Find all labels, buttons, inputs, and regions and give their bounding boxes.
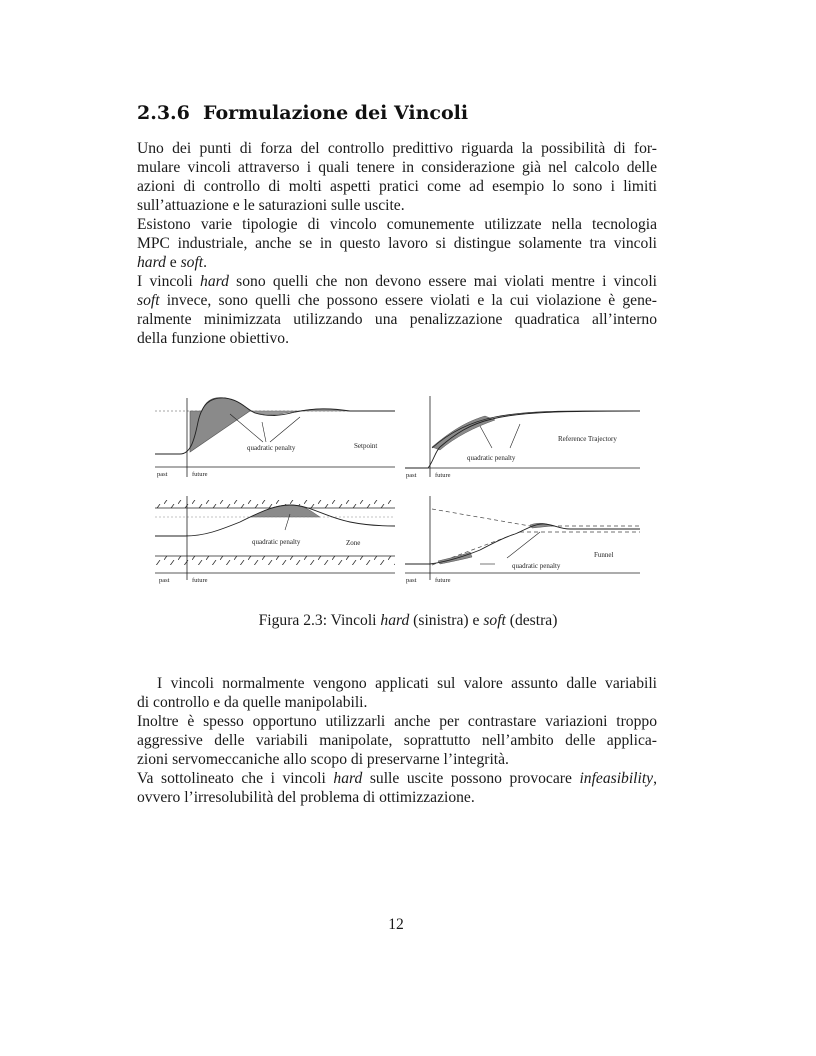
- italic-term: hard: [333, 770, 363, 787]
- text-line: [137, 253, 657, 272]
- paragraph-intro: [137, 139, 657, 348]
- penalty-label: quadratic penalty: [467, 454, 516, 462]
- text-line: azioni di controllo di molti aspetti pratici come ad esempio lo sono i limiti: [137, 178, 657, 195]
- future-label: future: [435, 577, 451, 584]
- arrow: [507, 532, 540, 558]
- text-line: [137, 769, 657, 788]
- text-line: di controllo e da quelle manipolabili.: [137, 694, 368, 711]
- figure-caption: [0, 612, 816, 630]
- italic-term: hard: [380, 612, 410, 629]
- page-number: 12: [388, 916, 404, 933]
- panel-reference-trajectory: [405, 396, 640, 479]
- panel-setpoint: [155, 398, 395, 478]
- text-fragment: invece, sono quelli che possono essere violati e la cui violazione è gene-: [159, 292, 657, 309]
- italic-term: soft: [483, 612, 506, 629]
- caption-text: (sinistra) e: [409, 612, 484, 629]
- panel-title: Reference Trajectory: [558, 435, 617, 443]
- italic-term: hard: [200, 273, 229, 290]
- figure-constraints: [150, 392, 650, 592]
- text-fragment: .: [203, 254, 208, 271]
- text-line: ovvero l’irresolubilità del problema di ottimizzazione.: [137, 789, 475, 806]
- text-line: ralmente minimizzata utilizzando una penalizzazione quadratica all’interno: [137, 311, 657, 328]
- caption-text: Figura 2.3: Vincoli: [258, 612, 381, 629]
- panel-zone: [155, 496, 395, 584]
- past-label: past: [406, 472, 417, 479]
- penalty-label: quadratic penalty: [512, 562, 561, 570]
- panel-title: Zone: [346, 539, 361, 547]
- past-label: past: [159, 577, 170, 584]
- text-fragment: I vincoli: [137, 273, 201, 290]
- italic-term: infeasibility: [579, 770, 654, 787]
- text-line: [137, 291, 657, 310]
- text-fragment: sulle uscite possono provocare: [362, 770, 580, 787]
- text-line: [137, 272, 657, 291]
- figure-illustration: [150, 392, 650, 592]
- text-line: sull’attuazione e le saturazioni sulle uscite.: [137, 197, 405, 214]
- arrow: [262, 422, 266, 442]
- penalty-label: quadratic penalty: [247, 444, 296, 452]
- panel-title: Funnel: [594, 551, 614, 559]
- panel-title: Setpoint: [354, 442, 378, 450]
- italic-term: hard: [137, 254, 166, 271]
- paragraph-constraints-usage: [137, 674, 657, 807]
- arrow: [480, 426, 492, 448]
- section-title: Formulazione dei Vincoli: [203, 102, 469, 124]
- text-line: Uno dei punti di forza del controllo predittivo riguarda la possibilità di for-: [137, 140, 657, 157]
- arrow: [230, 414, 263, 442]
- text-line: mulare vincoli attraverso i quali tenere in considerazione già nel calcolo delle: [137, 159, 657, 176]
- past-label: past: [157, 471, 168, 478]
- lower-bound-hatch: [155, 556, 395, 565]
- penalty-area: [438, 552, 472, 564]
- italic-term: soft: [137, 292, 160, 309]
- panel-funnel: [405, 496, 640, 584]
- text-line: aggressive delle variabili manipolate, soprattutto nell’ambito delle applica-: [137, 732, 657, 749]
- arrow: [510, 424, 520, 448]
- text-fragment: e: [165, 254, 181, 271]
- text-line: Inoltre è spesso opportuno utilizzarli anche per contrastare variazioni troppo: [137, 713, 657, 730]
- text-line: della funzione obiettivo.: [137, 330, 289, 347]
- funnel-upper: [432, 509, 530, 526]
- text-fragment: Va sottolineato che i vincoli: [137, 770, 334, 787]
- italic-term: soft: [180, 254, 204, 271]
- past-label: past: [406, 577, 417, 584]
- text-line: zioni servomeccaniche allo scopo di preservarne l’integrità.: [137, 751, 509, 768]
- text-fragment: sono quelli che non devono essere mai violati mentre i vincoli: [228, 273, 657, 290]
- text-line: Esistono varie tipologie di vincolo comunemente utilizzate nella tecnologia: [137, 216, 657, 233]
- section-heading: [137, 102, 468, 124]
- future-label: future: [192, 577, 208, 584]
- text-line: MPC industriale, anche se in questo lavoro si distingue solamente tra vincoli: [137, 235, 657, 252]
- arrow: [270, 417, 300, 442]
- penalty-label: quadratic penalty: [252, 538, 301, 546]
- caption-text: (destra): [505, 612, 558, 629]
- future-label: future: [435, 472, 451, 479]
- text-line: I vincoli normalmente vengono applicati sul valore assunto dalle variabili: [157, 675, 657, 692]
- section-number: 2.3.6: [137, 102, 190, 124]
- text-fragment: ,: [653, 770, 657, 787]
- penalty-area: [190, 398, 250, 452]
- future-label: future: [192, 471, 208, 478]
